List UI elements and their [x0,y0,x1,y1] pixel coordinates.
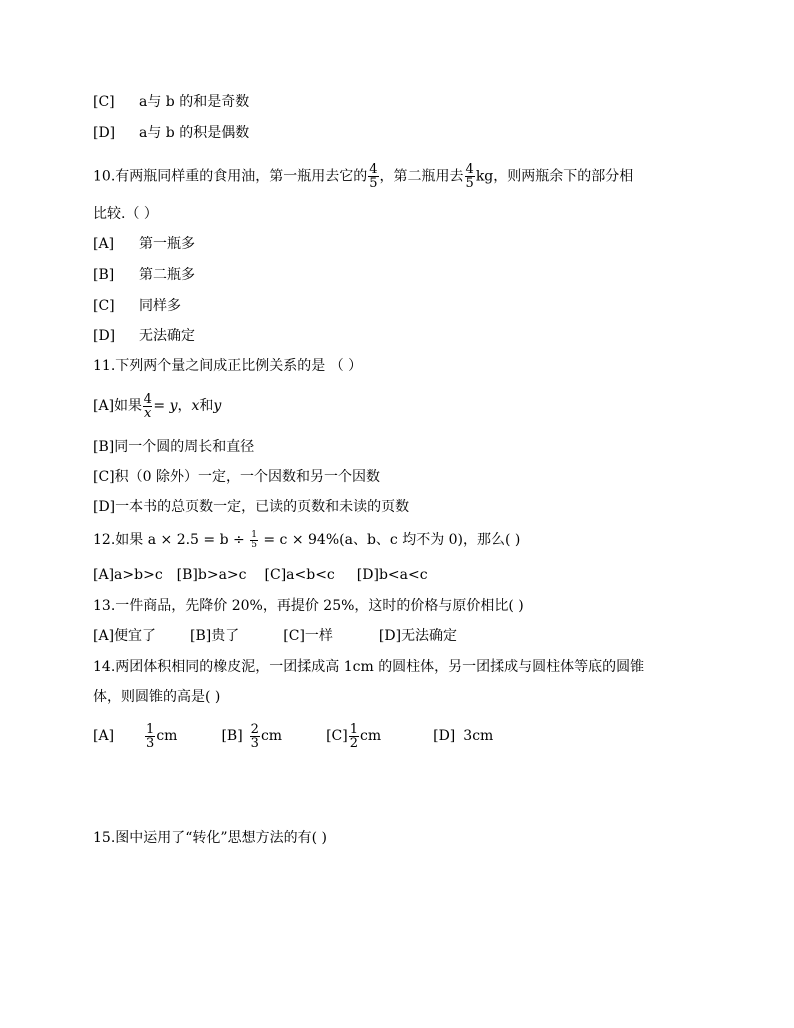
q12-option-b [177,567,247,583]
q11-option-a [93,392,221,420]
q10-fraction-1 [368,163,378,190]
q11-option-d: [D]一本书的总页数一定，已读的页数和未读的页数 [93,499,410,515]
q10-option-d [93,326,195,346]
q14-option-c [326,721,382,751]
q12-stem-part2: = c × 94%(a、b、c 均不为 0)，那么( ) [258,532,521,548]
option-tag: [C] [326,728,348,744]
option-a-x: x [191,398,200,414]
option-tag: [D] [93,328,116,344]
q10-stem-part2: ，第二瓶用去 [379,168,464,185]
option-tag: [C] [93,94,115,110]
option-unit: cm [260,728,283,744]
option-text: b>a>c [197,567,247,583]
option-text: 第二瓶多 [139,267,195,283]
q11-option-b: [B]同一个圆的周长和直径 [93,439,255,455]
option-text: 同样多 [139,298,181,314]
q9-option-d [93,123,249,143]
q14-option-b [221,721,283,751]
q11-fraction [143,393,152,420]
option-fraction [250,723,260,750]
q12-option-c [265,567,335,583]
option-text: 无法确定 [139,328,195,344]
q10-stem-part3: kg，则两瓶余下的部分相 [475,168,634,185]
q10-option-c [93,296,181,316]
fraction-denominator: 3 [146,735,155,751]
q12-options [93,565,428,585]
q10-fraction-2 [465,163,475,190]
option-text: a与 b 的积是偶数 [139,125,250,141]
q12-option-a [93,567,163,583]
fraction-denominator: 3 [250,735,259,751]
q14-options [93,719,493,753]
option-text: 无法确定 [401,628,458,644]
q13-option-b [190,628,239,644]
fraction-denominator: x [144,405,152,421]
option-fraction [349,723,359,750]
option-tag: [C] [264,567,287,583]
option-text: b<a<c [378,567,428,583]
fraction-denominator: 5 [465,176,474,191]
q10-stem [93,163,633,190]
fraction-denominator: 5 [369,176,378,191]
option-tag: [D] [93,125,116,141]
fraction-denominator: 5 [251,539,257,550]
q10-option-a [93,234,195,254]
q12-stem [93,530,520,550]
option-tag: [D] [378,628,402,644]
option-tag: [D] [433,728,456,744]
option-a-comma: ， [177,398,192,414]
option-a-prefix: [A]如果 [93,398,143,414]
fraction-numerator: 1 [251,529,257,540]
option-tag: [B] [176,567,198,583]
option-a-equation: = y [153,398,178,414]
q14-option-d [433,728,493,744]
q13-option-c [283,628,333,644]
option-unit: cm [156,728,178,744]
option-tag: [A] [93,236,115,252]
option-tag: [D] [356,567,379,583]
q13-options [93,626,457,646]
option-a-y: y [213,398,222,414]
fraction-numerator: 1 [349,721,358,737]
option-tag: [B] [93,267,115,283]
fraction-numerator: 4 [143,391,152,407]
option-tag: [B] [221,728,243,744]
option-tag: [A] [93,567,115,583]
fraction-denominator: 2 [349,735,358,751]
fraction-numerator: 4 [465,162,474,177]
q12-option-d [357,567,428,583]
q13-option-d [379,628,457,644]
option-unit: cm [360,728,382,744]
option-tag: [B] [190,628,212,644]
option-text: 便宜了 [114,628,157,644]
q12-stem-part1: 12.如果 a × 2.5 = b ÷ [93,532,250,548]
option-fraction [145,723,155,750]
option-text: 一样 [304,628,333,644]
option-text: 第一瓶多 [139,236,195,252]
fraction-numerator: 4 [369,162,378,177]
q10-stem-line2: 比较.（ ） [93,206,158,222]
option-tag: [C] [93,298,115,314]
q12-fraction [250,531,258,550]
q14-stem-line1: 14.两团体积相同的橡皮泥，一团揉成高 1cm 的圆柱体，另一团揉成与圆柱体等底的圆锥 [93,659,645,675]
option-text: a与 b 的和是奇数 [139,94,250,110]
q14-option-a [93,721,178,751]
q13-option-a [93,628,156,644]
q10-stem-part1: 10.有两瓶同样重的食用油，第一瓶用去它的 [93,168,368,185]
option-text: a>b>c [114,567,163,583]
option-tag: [A] [93,728,115,744]
q11-stem: 11.下列两个量之间成正比例关系的是 （ ） [93,358,363,374]
q11-option-c: [C]积（0 除外）一定，一个因数和另一个因数 [93,469,380,485]
option-text: 贵了 [211,628,240,644]
q14-stem-line2: 体，则圆锥的高是( ) [93,689,221,705]
q9-option-c [93,92,249,112]
option-tag: [C] [283,628,305,644]
fraction-numerator: 2 [250,721,259,737]
option-tag: [A] [93,628,115,644]
option-a-and: 和 [199,398,214,414]
q13-stem: 13.一件商品，先降价 20%，再提价 25%，这时的价格与原价相比( ) [93,598,524,614]
fraction-numerator: 1 [146,721,155,737]
q15-stem: 15.图中运用了“转化”思想方法的有( ) [93,830,327,846]
q10-option-b [93,265,195,285]
option-text: a<b<c [286,567,335,583]
option-text: 3cm [463,728,494,744]
